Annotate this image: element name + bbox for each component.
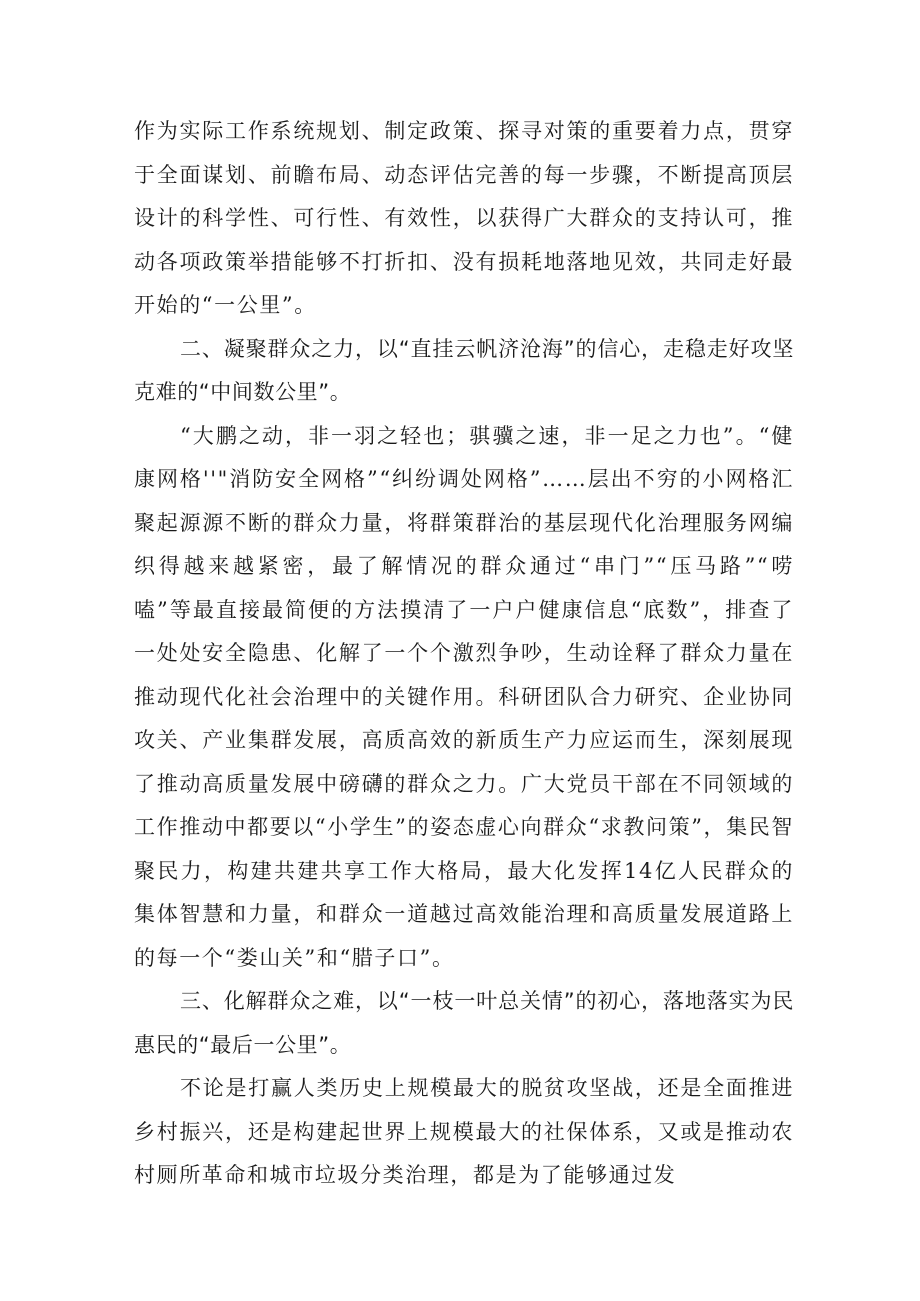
- paragraph-mass-power: “大鹏之动，非一羽之轻也；骐骥之速，非一足之力也”。“健康网格''"消防安全网格”“纠纷调处网格”……层出不穷的小网格汇聚起源源不断的群众力量，将群策群治的基层现代化治理服务网编织得越来越紧密，最了解情况的群众通过“串门”“压马路”“唠嗑”等最直接最简便的方法摸清了一户户健康信息“底数”，排查了一处处安全隐患、化解了一个个激烈争吵，生动诠释了群众力量在推动现代化社会治理中的关键作用。科研团队合力研究、企业协同攻关、产业集群发展，高质高效的新质生产力应运而生，深刻展现了推动高质量发展中磅礴的群众之力。广大党员干部在不同领域的工作推动中都要以“小学生”的姿态虚心向群众“求教问策”，集民智聚民力，构建共建共享工作大格局，最大化发挥14亿人民群众的集体智慧和力量，和群众一道越过高效能治理和高质量发展道路上的每一个“娄山关”和“腊子口”。: [134, 423, 794, 970]
- section-heading-three: 三、化解群众之难，以“一枝一叶总关情”的初心，落地落实为民惠民的“最后一公里”。: [134, 989, 794, 1057]
- paragraph-solving-difficulties: 不论是打赢人类历史上规模最大的脱贫攻坚战，还是全面推进乡村振兴，还是构建起世界上规模最大的社保体系，又或是推动农村厕所革命和城市垃圾分类治理，都是为了能够通过发: [134, 1076, 794, 1187]
- section-heading-two: 二、凝聚群众之力，以“直挂云帆济沧海”的信心，走稳走好攻坚克难的“中间数公里”。: [134, 336, 794, 404]
- document-body: [134, 110, 794, 1198]
- paragraph-policy-implementation: 作为实际工作系统规划、制定政策、探寻对策的重要着力点，贯穿于全面谋划、前瞻布局、动态评估完善的每一步骤，不断提高顶层设计的科学性、可行性、有效性，以获得广大群众的支持认可，推动各项政策举措能够不打折扣、没有损耗地落地见效，共同走好最开始的“一公里”。: [134, 119, 794, 317]
